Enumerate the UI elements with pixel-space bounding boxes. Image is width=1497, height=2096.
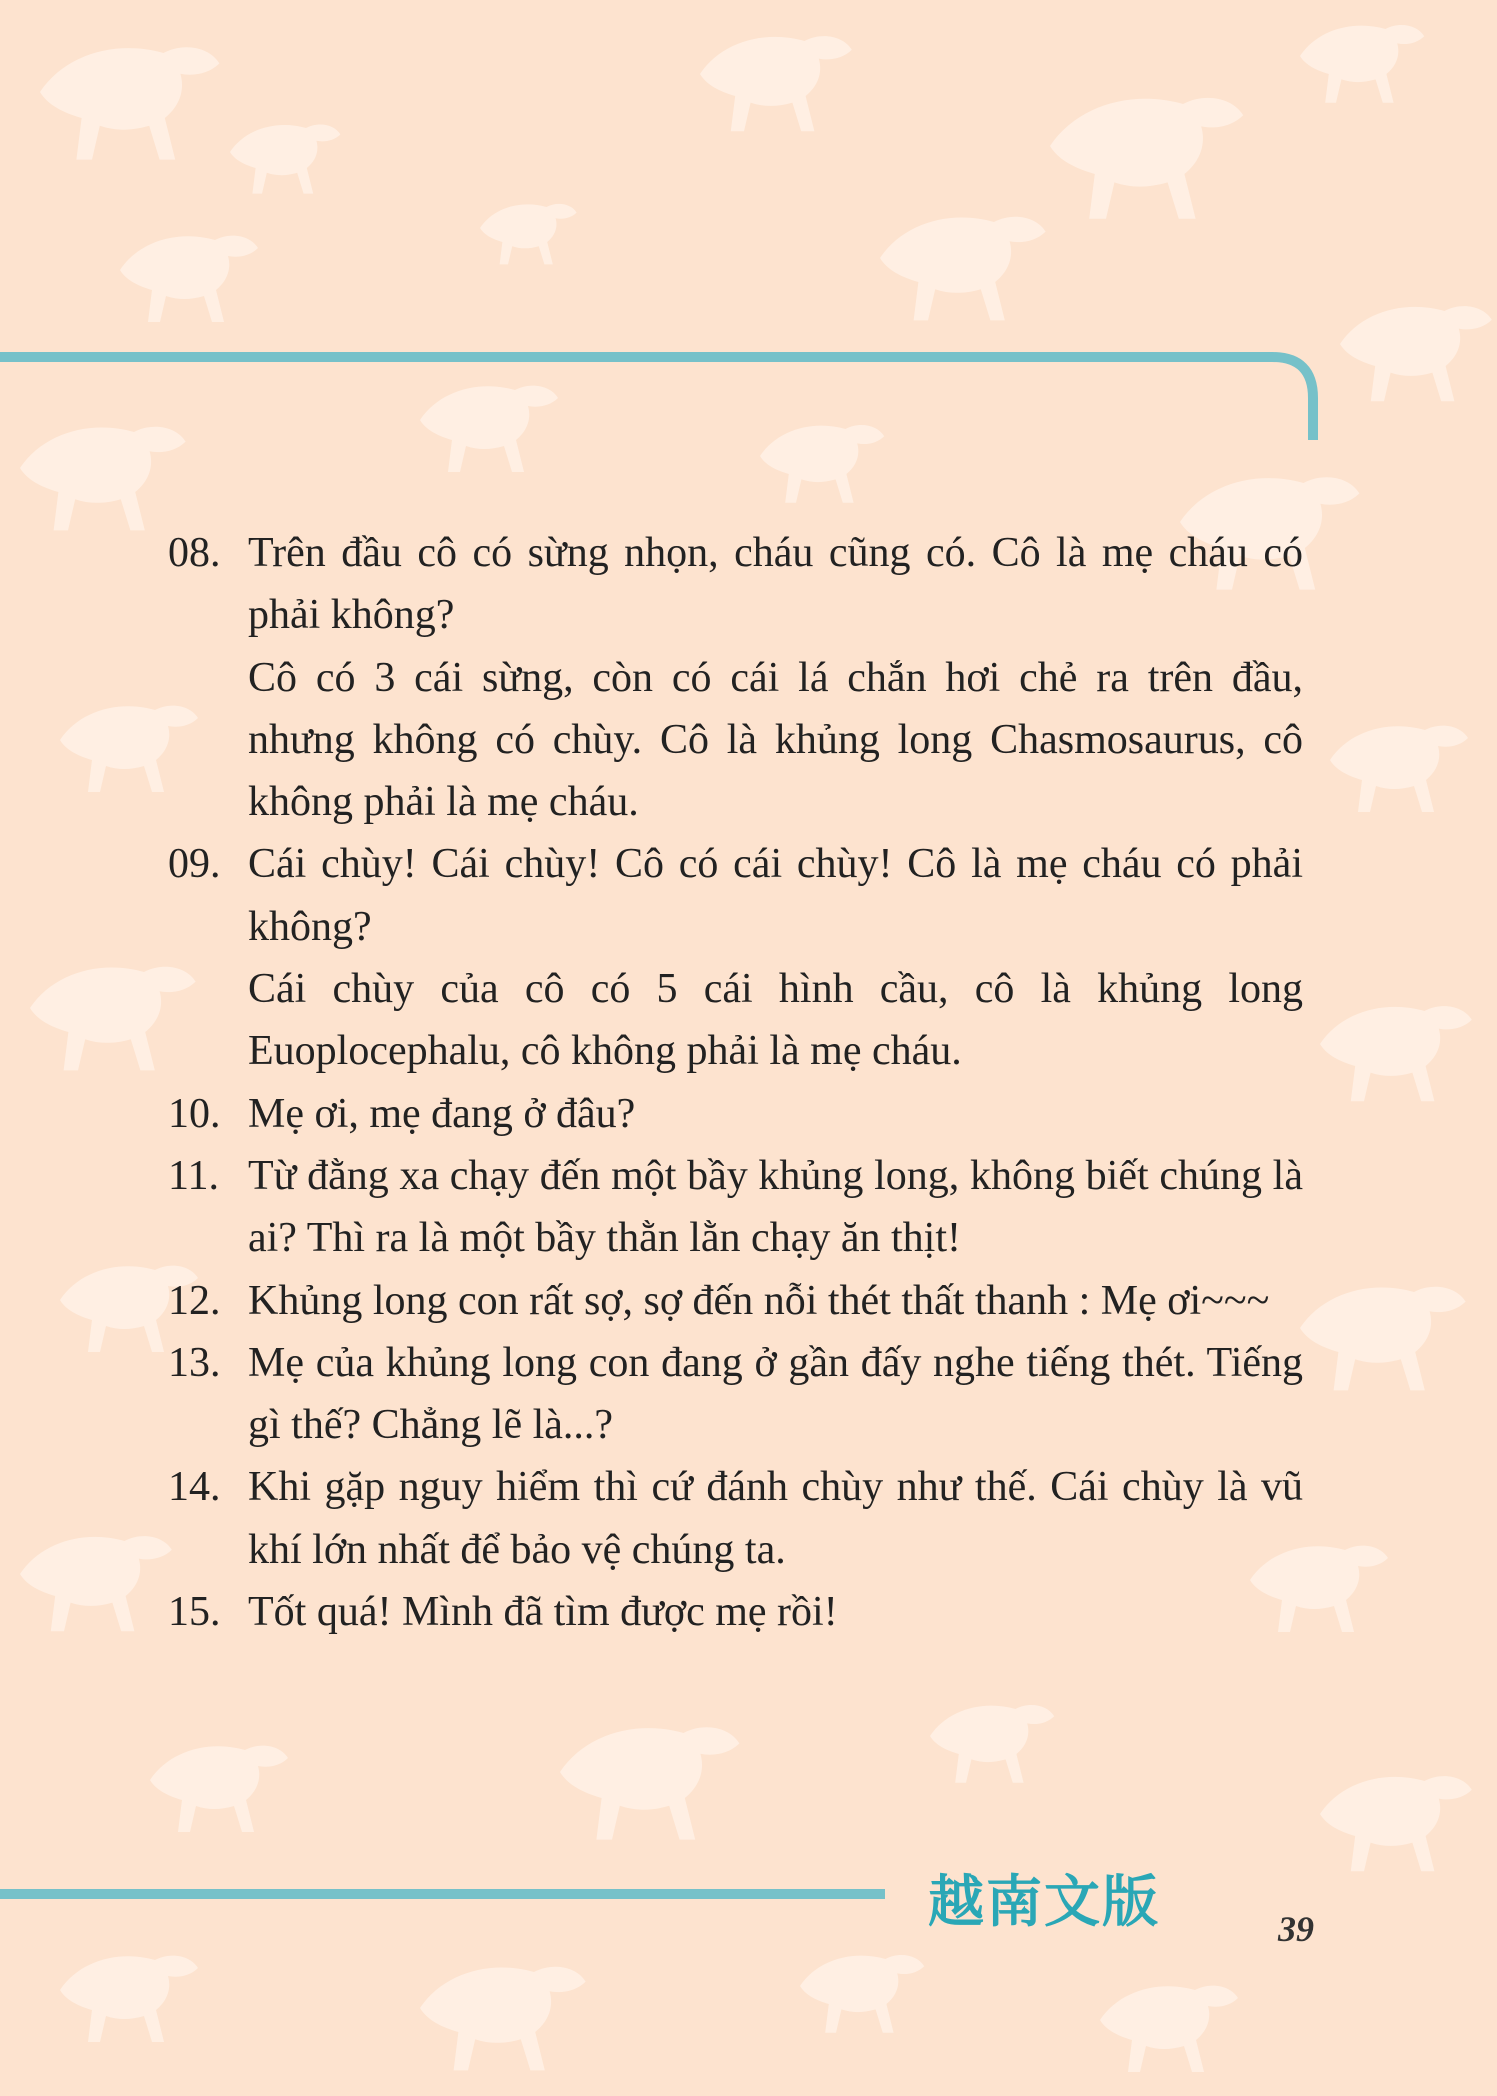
item-text: Mẹ của khủng long con đang ở gần đấy nghe tiếng thét. Tiếng gì thế? Chẳng lẽ là...? [248, 1339, 1303, 1449]
item-number: 11. [168, 1152, 219, 1199]
page-number: 39 [1278, 1909, 1314, 1949]
page-body [168, 522, 1303, 1643]
item-number: 09. [168, 841, 221, 888]
item-number: 10. [168, 1090, 221, 1137]
item-text: Trên đầu cô có sừng nhọn, cháu cũng có. Cô là mẹ cháu có phải không? [248, 530, 1303, 639]
item-text: Tốt quá! Mình đã tìm được mẹ rồi! [248, 1589, 838, 1636]
list-item-08 [168, 522, 1303, 833]
list-item-14 [168, 1456, 1303, 1581]
item-text: Khi gặp nguy hiểm thì cứ đánh chùy như thế. Cái chùy là vũ khí lớn nhất để bảo vệ chúng ta. [248, 1464, 1303, 1573]
item-text: Khủng long con rất sợ, sợ đến nỗi thét thất thanh : Mẹ ơi~~~ [248, 1277, 1270, 1324]
item-text: Cái chùy của cô có 5 cái hình cầu, cô là khủng long Euoplocephalu, cô không phải là mẹ cháu. [248, 966, 1303, 1075]
item-number: 12. [168, 1277, 221, 1324]
item-text: Cô có 3 cái sừng, còn có cái lá chắn hơi chẻ ra trên đầu, nhưng không có chùy. Cô là khủng long Chasmosaurus, cô không phải là mẹ cháu. [248, 654, 1303, 826]
item-text: Mẹ ơi, mẹ đang ở đâu? [248, 1090, 636, 1137]
list-item-09 [168, 833, 1303, 1082]
bottom-decorative-rule [0, 1889, 885, 1899]
item-number: 13. [168, 1339, 221, 1386]
list-item-13 [168, 1332, 1303, 1457]
list-item-10 [168, 1083, 1303, 1145]
item-text: Cái chùy! Cái chùy! Cô có cái chùy! Cô là mẹ cháu có phải không? [248, 841, 1303, 950]
top-decorative-rule [0, 340, 1330, 450]
edition-label: 越南文版 [928, 1870, 1160, 1935]
item-text: Từ đằng xa chạy đến một bầy khủng long, không biết chúng là ai? Thì ra là một bầy thằn lằn chạy ăn thịt! [248, 1152, 1303, 1262]
item-number: 14. [168, 1464, 221, 1511]
item-number: 08. [168, 530, 221, 576]
list-item-15 [168, 1581, 1303, 1643]
item-number: 15. [168, 1589, 221, 1636]
list-item-11 [168, 1145, 1303, 1270]
list-item-12 [168, 1270, 1303, 1332]
